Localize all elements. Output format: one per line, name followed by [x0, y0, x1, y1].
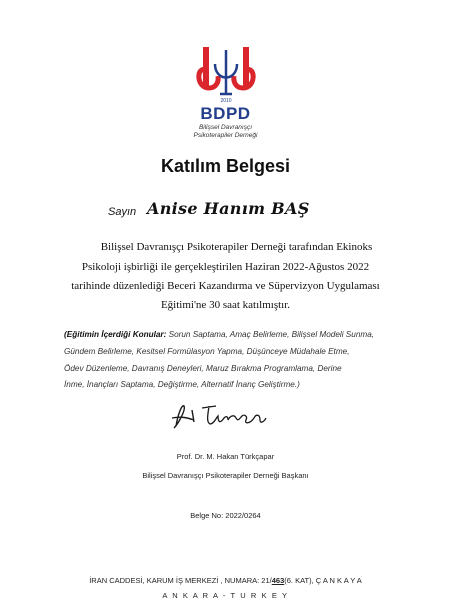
- topics-text-1: Sorun Saptama, Amaç Belirleme, Bilişsel Modeli Sunma,: [168, 330, 375, 339]
- topics-label: (Eğitimin İçerdiği Konular:: [64, 330, 167, 339]
- body-line-3: tarihinde düzenlediği Beceri Kazandırma ve Süpervizyon Uygulaması: [71, 280, 380, 292]
- document-number: Belge No: 2022/0264: [190, 511, 261, 520]
- recipient-name: Anise Hanım BAŞ: [147, 199, 310, 218]
- body-line-1: Bilişsel Davranışçı Psikoterapiler Derneği tarafından Ekinoks: [100, 241, 373, 253]
- signer-role: Bilişsel Davranışçı Psikoterapiler Derneği Başkanı: [142, 471, 309, 480]
- footer-address: [0, 576, 451, 585]
- bdpd-logo-icon: [192, 44, 260, 104]
- topics-line-3: Ödev Düzenleme, Davranış Deneyleri, Maruz Bırakma Programlama, Derine: [64, 364, 342, 373]
- logo-name: BDPD: [200, 104, 251, 123]
- signer-name: Prof. Dr. M. Hakan Türkçapar: [176, 452, 275, 461]
- logo-year: 2010: [220, 98, 232, 104]
- topics-line-1: [64, 330, 374, 339]
- body-line-2: Psikoloji işbirliği ile gerçekleştirilen Haziran 2022-Ağustos 2022: [81, 261, 370, 273]
- topics-line-4: İnme, İnançları Saptama, Değiştirme, Alternatif İnanç Geliştirme.): [64, 380, 300, 389]
- signature-icon: [168, 396, 268, 436]
- address-part-1: İRAN CADDESİ, KARUM İŞ MERKEZİ , NUMARA: 21/: [89, 576, 272, 585]
- address-number: 463: [271, 576, 285, 585]
- address-part-2: (6. KAT), Ç A N K A Y A: [284, 576, 362, 585]
- logo-subtitle-line1: Bilişsel Davranışçı: [198, 124, 253, 131]
- footer-country: A N K A R A - T U R K E Y: [162, 591, 289, 600]
- body-line-4: Eğitimi'ne 30 saat katılmıştır.: [160, 299, 291, 311]
- topics-line-2: Gündem Belirleme, Kesitsel Formülasyon Yapma, Düşünceye Müdahale Etme,: [64, 347, 350, 356]
- logo-subtitle-line2: Psikoterapiler Derneği: [193, 132, 258, 139]
- certificate-title: Katılım Belgesi: [160, 156, 291, 176]
- salutation: Sayın: [108, 206, 137, 218]
